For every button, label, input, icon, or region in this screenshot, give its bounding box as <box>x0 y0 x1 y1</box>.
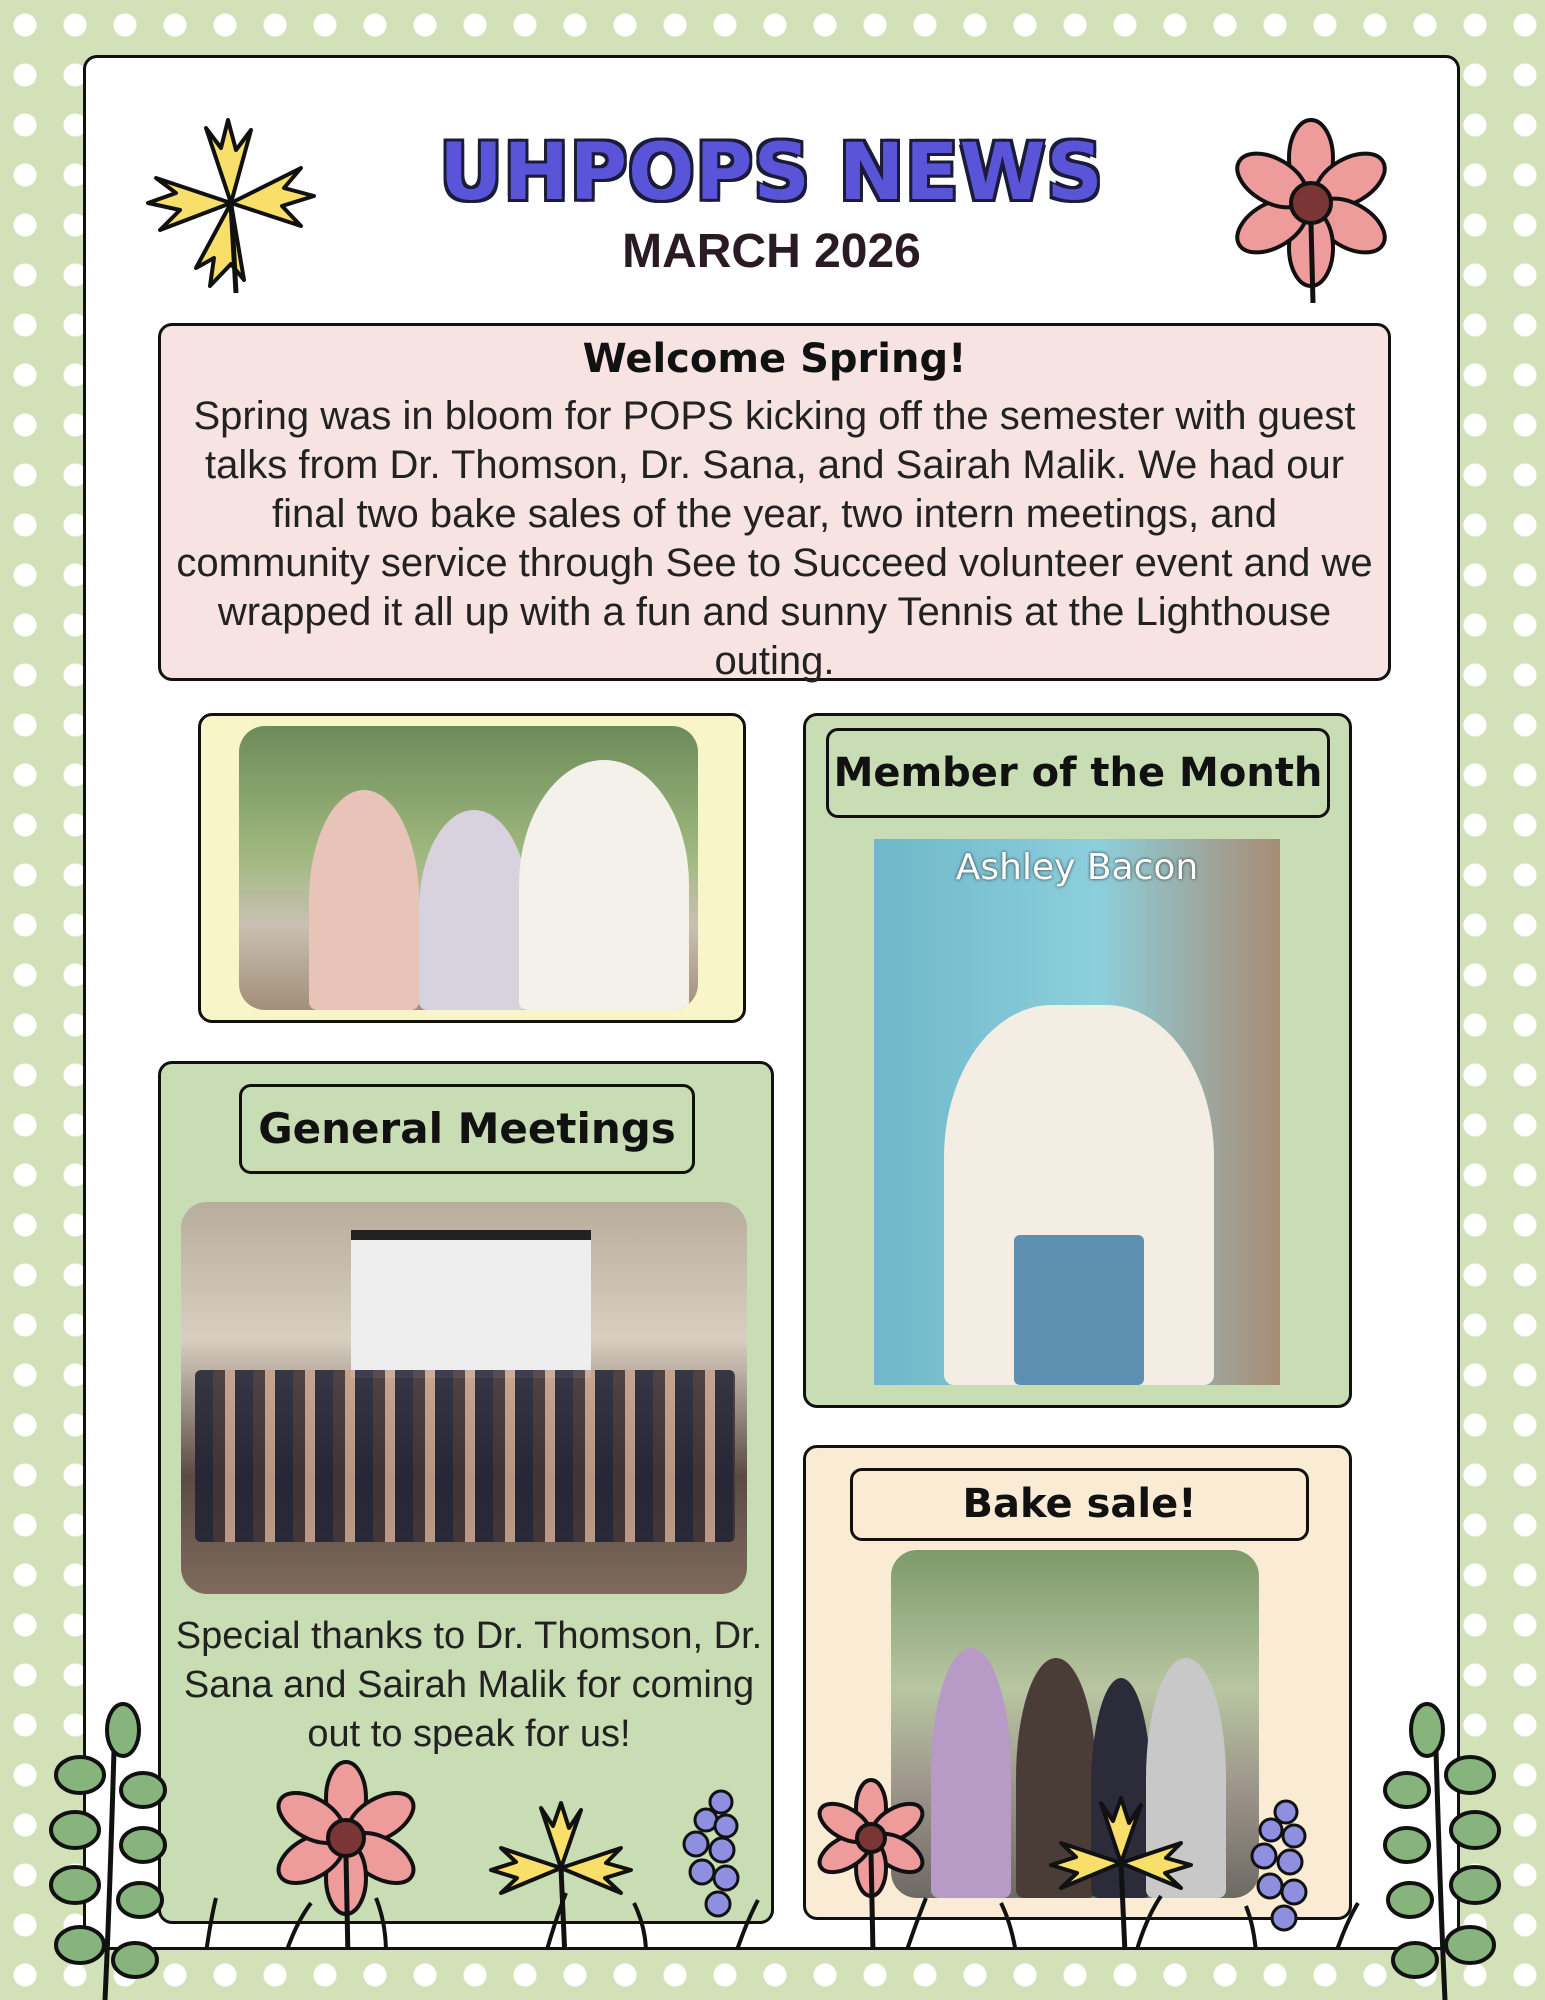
masthead <box>86 128 1457 279</box>
newsletter-title: UHPOPS NEWS <box>439 128 1104 218</box>
meeting-attendees <box>195 1370 735 1542</box>
member-photo <box>874 839 1280 1385</box>
general-meetings-label: General Meetings <box>239 1084 695 1174</box>
projector-screen <box>351 1230 591 1378</box>
leaf-vine-icon <box>35 1695 175 2000</box>
newsletter-page <box>83 55 1460 1950</box>
welcome-body: Spring was in bloom for POPS kicking off the semester with guest talks from Dr. Thomson, Dr. Sana, and Sairah Malik. We had our final two bake sales of the year, two intern meetings, and community service through See to Succeed volunteer event and we wrapped it all up with a fun and sunny Tennis at the Lighthouse outing. <box>176 394 1373 683</box>
meetings-caption: Special thanks to Dr. Thomson, Dr. Sana and Sairah Malik for coming out to speak for us! <box>175 1615 763 1755</box>
welcome-box <box>158 323 1391 681</box>
meeting-group-photo <box>181 1202 747 1594</box>
member-name: Ashley Bacon <box>955 847 1199 888</box>
member-of-month-card <box>803 713 1352 1408</box>
member-of-month-label: Member of the Month <box>826 728 1330 818</box>
leaf-vine-icon <box>1375 1695 1515 2000</box>
bake-sale-label: Bake sale! <box>850 1468 1309 1541</box>
grass-icon <box>86 1878 1460 1950</box>
group-selfie-photo <box>239 726 698 1010</box>
group-photo-card <box>198 713 746 1023</box>
newsletter-date: MARCH 2026 <box>622 225 921 278</box>
welcome-heading: Welcome Spring! <box>582 336 967 382</box>
